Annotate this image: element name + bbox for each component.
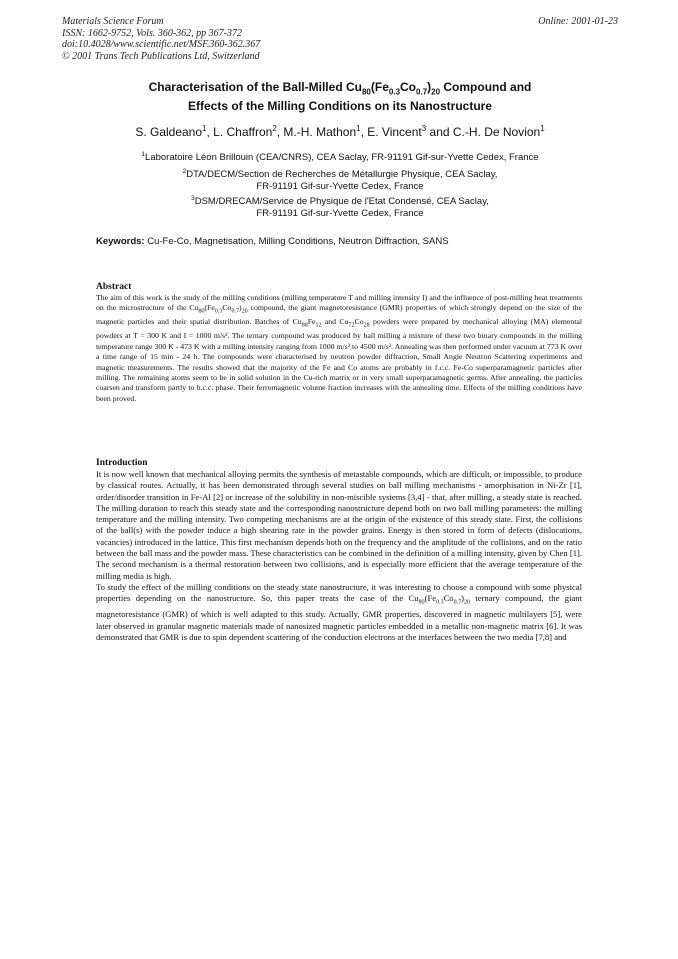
keywords <box>96 236 596 247</box>
online-date: Online: 2001-01-23 <box>538 16 618 27</box>
title-line-2: Effects of the Milling Conditions on its Nanostructure <box>187 99 492 114</box>
journal-name: Materials Science Forum <box>62 16 164 27</box>
intro-paragraph-2: To study the effect of the milling conditions on the steady state nanostructure, it was interesting to choose a compound with some physical properties depending on the nanostructure. So, this paper treats the case of the $Cu_{80}(Fe_{0.3}Co_{0.7})_{20}$ ternary compound, the giant magnetoresistance (GMR) of which is well adapted to this study. Actually, GMR properties, discovered in magnetic multilayers [5], were later observed in granular magnetic materials made of nanosized magnetic particles embedded in a metallic non-magnetic matrix [6]. It was demonstrated that GMR is due to spin dependent scattering of the conduction electrons at the interfaces between the two media [7,8] and <box>96 581 582 642</box>
affiliation-3: $^3$DSM/DRECAM/Service de Physique de l'Etat Condensé, CEA Saclay, FR-91191 Gif-sur-Yvette Cedex, France <box>191 195 489 220</box>
author-list: S. Galdeano$^1$, L. Chaffron$^2$, M.-H. Mathon$^1$, E. Vincent$^3$ and C.-H. De Novion$^1$ <box>135 124 545 139</box>
abstract-body: The aim of this work is the study of the milling conditions (milling temperature T and milling intensity I) and the influence of post-milling heat treatments on the microstructure of the $Cu_{80}(Fe_{0.3}Co_{0.7})_{20}$ compound, the giant magnetoresistance (GMR) properties of which strongly depend on the size of the magnetic particles and their spatial distribution. Batches of $Cu_{88}Fe_{12}$ and $Cu_{72}Co_{28}$ powders were prepared by mechanical alloying (MA) elemental powders at T = 300 K and I = 1000 m/s². The ternary compound was produced by ball milling a mixture of these two binary compounds in the milling temperature range 300 K - 473 K with a milling intensity ranging from 1000 m/s² to 4500 m/s². Annealing was then performed under vacuum at 773 K over a time range of 15 min - 24 h. The compounds were characterised by neutron powder diffraction, Small Angle Neutron Scattering experiments and magnetic measurements. The results showed that the majority of the Fe and Co atoms are probably in f.c.c. Fe-Co superparamagnetic particles after milling. The remaining atoms seem to be in solid solution in the Cu-rich matrix or in very small superparamagnetic germs. After annealing, the particles coarsen and transform partly to b.c.c. phase. Their ferromagnetic volume fraction increases with the annealing time. Effects of the milling conditions have been proved. <box>96 293 582 403</box>
affiliation-2: $^2$DTA/DECM/Section de Recherches de Métallurgie Physique, CEA Saclay, FR-91191 Gif-sur-Yvette Cedex, France <box>182 168 498 193</box>
introduction-body <box>96 469 582 643</box>
abstract-heading: Abstract <box>96 282 132 292</box>
doi-line: doi:10.4028/www.scientific.net/MSF.360-362.367 <box>62 39 261 50</box>
keywords-label: Keywords: <box>96 236 145 247</box>
keywords-text: Cu-Fe-Co, Magnetisation, Milling Conditions, Neutron Diffraction, SANS <box>144 236 449 247</box>
copyright-line: © 2001 Trans Tech Publications Ltd, Switzerland <box>62 50 260 62</box>
intro-paragraph-1: It is now well known that mechanical alloying permits the synthesis of metastable compounds, which are difficult, or impossible, to produce by classical routes. Actually, it has been demonstrated through several studies on ball milling mechanisms - amorphisation in Ni-Zr [1], order/disorder transition in Fe-Al [2] or increase of the solubility in non-miscible systems [3,4] - that, after milling, a steady state is reached. The milling duration to reach this steady state and the corresponding nanostructure depend both on two ball milling parameters: the milling temperature and the milling intensity. Two competing mechanisms are at the origin of the existence of this steady state. First, the collisions of the ball(s) with the powder induce a high shearing rate in the powder grains. Energy is then stored in form of defects (dislocations, vacancies) introduced in the lattice. This first mechanism depends both on the frequency and the amplitude of the collisions, and on the ratio between the ball mass and the powder mass. These characteristics can be combined in the definition of a milling intensity, given by Chen [1]. The second mechanism is a thermal restoration between two collisions, and is especially more efficient that the average temperature of the milling media is high. <box>96 469 582 581</box>
issn-line: ISSN: 1662-9752, Vols. 360-362, pp 367-372 <box>62 27 242 39</box>
affiliation-1: $^1$Laboratoire Léon Brillouin (CEA/CNRS), CEA Saclay, FR-91191 Gif-sur-Yvette Cedex, France <box>141 151 539 164</box>
journal-header <box>62 16 260 62</box>
paper-title: Characterisation of the Ball-Milled $Cu_{80}(Fe_{0.3}Co_{0.7})_{20}$ Compound and Effects of the Milling Conditions on its Nanostructure <box>148 80 532 114</box>
introduction-heading: Introduction <box>96 458 148 468</box>
